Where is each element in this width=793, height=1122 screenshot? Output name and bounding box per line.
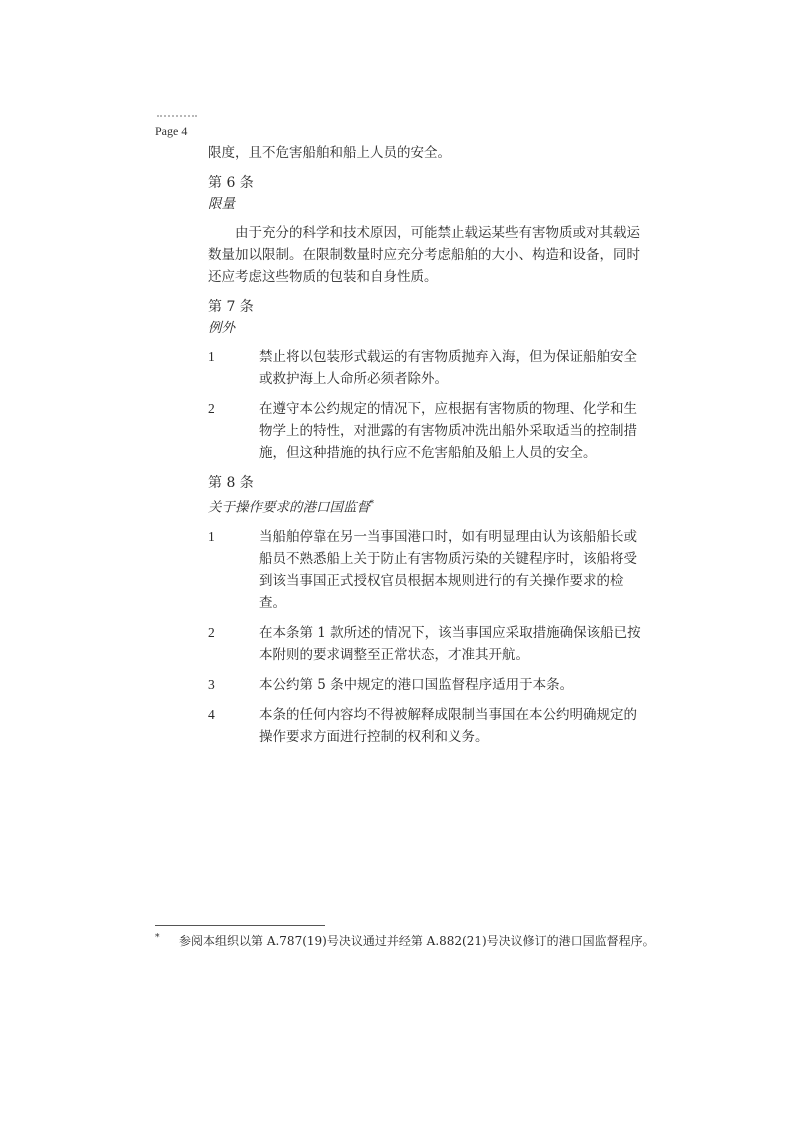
item-text: 本公约第 5 条中规定的港口国监督程序适用于本条。 bbox=[259, 676, 574, 693]
item-number: 3 bbox=[208, 676, 215, 692]
item-number: 2 bbox=[208, 401, 215, 416]
item-number: 2 bbox=[208, 624, 215, 640]
list-item bbox=[208, 704, 644, 748]
list-item bbox=[208, 526, 644, 614]
list-item bbox=[208, 622, 644, 666]
body-content bbox=[208, 142, 644, 756]
item-text: 在遵守本公约规定的情况下，应根据有害物质的物理、化学和生物学上的特性，对泄露的有害物质冲洗出船外采取适当的控制措施，但这种措施的执行应不危害船舶及船上人员的安全。 bbox=[259, 401, 637, 461]
article-title: 限量 bbox=[208, 196, 235, 212]
item-number: 1 bbox=[208, 349, 215, 364]
item-text: 在本条第 1 款所述的情况下，该当事国应采取措施确保该船已按本附则的要求调整至正常状态，才准其开航。 bbox=[259, 624, 641, 663]
continuation-text: 限度，且不危害船舶和船上人员的安全。 bbox=[208, 145, 451, 161]
item-text: 本条的任何内容均不得被解释成限制当事国在本公约明确规定的操作要求方面进行控制的权利和义务。 bbox=[259, 706, 637, 745]
footnote-text: 参阅本组织以第 A.787(19)号决议通过并经第 A.882(21)号决议修订的港口国监督程序。 bbox=[179, 934, 655, 948]
article-title bbox=[208, 494, 644, 518]
item-text: 禁止将以包装形式载运的有害物质抛弃入海，但为保证船舶安全或救护海上人命所必须者除外。 bbox=[259, 349, 637, 387]
list-item bbox=[208, 398, 644, 464]
list-item bbox=[208, 674, 644, 696]
article-number: 第 8 条 bbox=[208, 475, 254, 491]
article-7 bbox=[208, 296, 644, 464]
article-8 bbox=[208, 472, 644, 748]
running-header-marks bbox=[157, 115, 197, 123]
article-title: 例外 bbox=[208, 320, 235, 336]
list-item bbox=[208, 346, 644, 390]
article-number: 第 6 条 bbox=[208, 175, 254, 191]
item-number: 4 bbox=[208, 706, 215, 722]
article-paragraph: 由于充分的科学和技术原因，可能禁止载运某些有害物质或对其载运数量加以限制。在限制数量时应充分考虑船舶的大小、构造和设备，同时还应考虑这些物质的包装和自身性质。 bbox=[208, 225, 640, 285]
article-6 bbox=[208, 172, 644, 288]
item-text: 当船舶停靠在另一当事国港口时，如有明显理由认为该船船长或船员不熟悉船上关于防止有害物质污染的关键程序时，该船将受到该当事国正式授权官员根据本规则进行的有关操作要求的检查。 bbox=[259, 528, 637, 611]
footnote-divider bbox=[155, 925, 325, 926]
article-title-text: 关于操作要求的港口国监督 bbox=[208, 499, 370, 516]
article-number: 第 7 条 bbox=[208, 299, 254, 315]
footnote-mark: * bbox=[155, 933, 160, 943]
page-label: Page 4 bbox=[155, 124, 188, 138]
footnote-reference[interactable]: * bbox=[370, 499, 374, 508]
item-number: 1 bbox=[208, 528, 215, 544]
footnote bbox=[155, 932, 655, 950]
